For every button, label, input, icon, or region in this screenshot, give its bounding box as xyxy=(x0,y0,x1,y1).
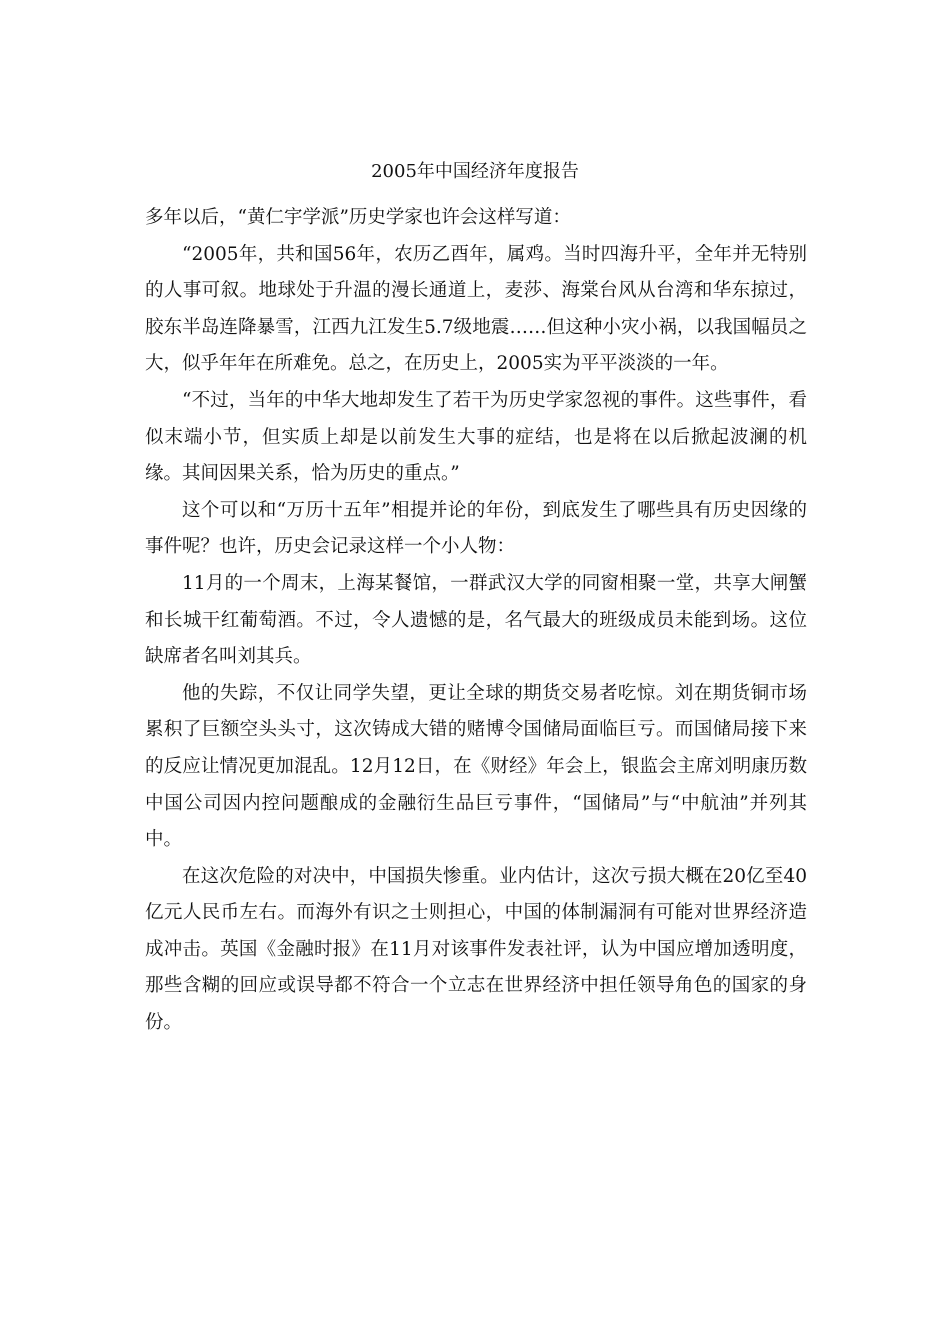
paragraph: 多年以后，“黄仁宇学派”历史学家也许会这样写道： xyxy=(145,207,571,228)
document-body xyxy=(145,200,807,1042)
paragraph: 这个可以和“万历十五年”相提并论的年份，到底发生了哪些具有历史因缘的事件呢？也许，历史会记录这样一个小人物： xyxy=(145,499,807,558)
paragraph: “不过，当年的中华大地却发生了若干为历史学家忽视的事件。这些事件，看似末端小节，但实质上却是以前发生大事的症结，也是将在以后掀起波澜的机缘。其间因果关系，恰为历史的重点。” xyxy=(145,389,807,485)
document-title: 2005年中国经济年度报告 xyxy=(371,161,579,182)
paragraph: 他的失踪，不仅让同学失望，更让全球的期货交易者吃惊。刘在期货铜市场累积了巨额空头头寸，这次铸成大错的赌博令国储局面临巨亏。而国储局接下来的反应让情况更加混乱。12月12日，在《财经》年会上，银监会主席刘明康历数中国公司因内控问题酿成的金融衍生品巨亏事件，“国储局”与“中航油”并列其中。 xyxy=(145,682,807,851)
paragraph: 在这次危险的对决中，中国损失惨重。业内估计，这次亏损大概在20亿至40亿元人民币左右。而海外有识之士则担心，中国的体制漏洞有可能对世界经济造成冲击。英国《金融时报》在11月对该事件发表社评，认为中国应增加透明度，那些含糊的回应或误导都不符合一个立志在世界经济中担任领导角色的国家的身份。 xyxy=(145,865,807,1034)
paragraph: “2005年，共和国56年，农历乙酉年，属鸡。当时四海升平，全年并无特别的人事可叙。地球处于升温的漫长通道上，麦莎、海棠台风从台湾和华东掠过，胶东半岛连降暴雪，江西九江发生5.7级地震……但这种小灾小祸，以我国幅员之大，似乎年年在所难免。总之，在历史上，2005实为平平淡淡的一年。 xyxy=(145,243,807,375)
paragraph: 11月的一个周末，上海某餐馆，一群武汉大学的同窗相聚一堂，共享大闸蟹和长城干红葡萄酒。不过，令人遗憾的是，名气最大的班级成员未能到场。这位缺席者名叫刘其兵。 xyxy=(145,572,807,668)
